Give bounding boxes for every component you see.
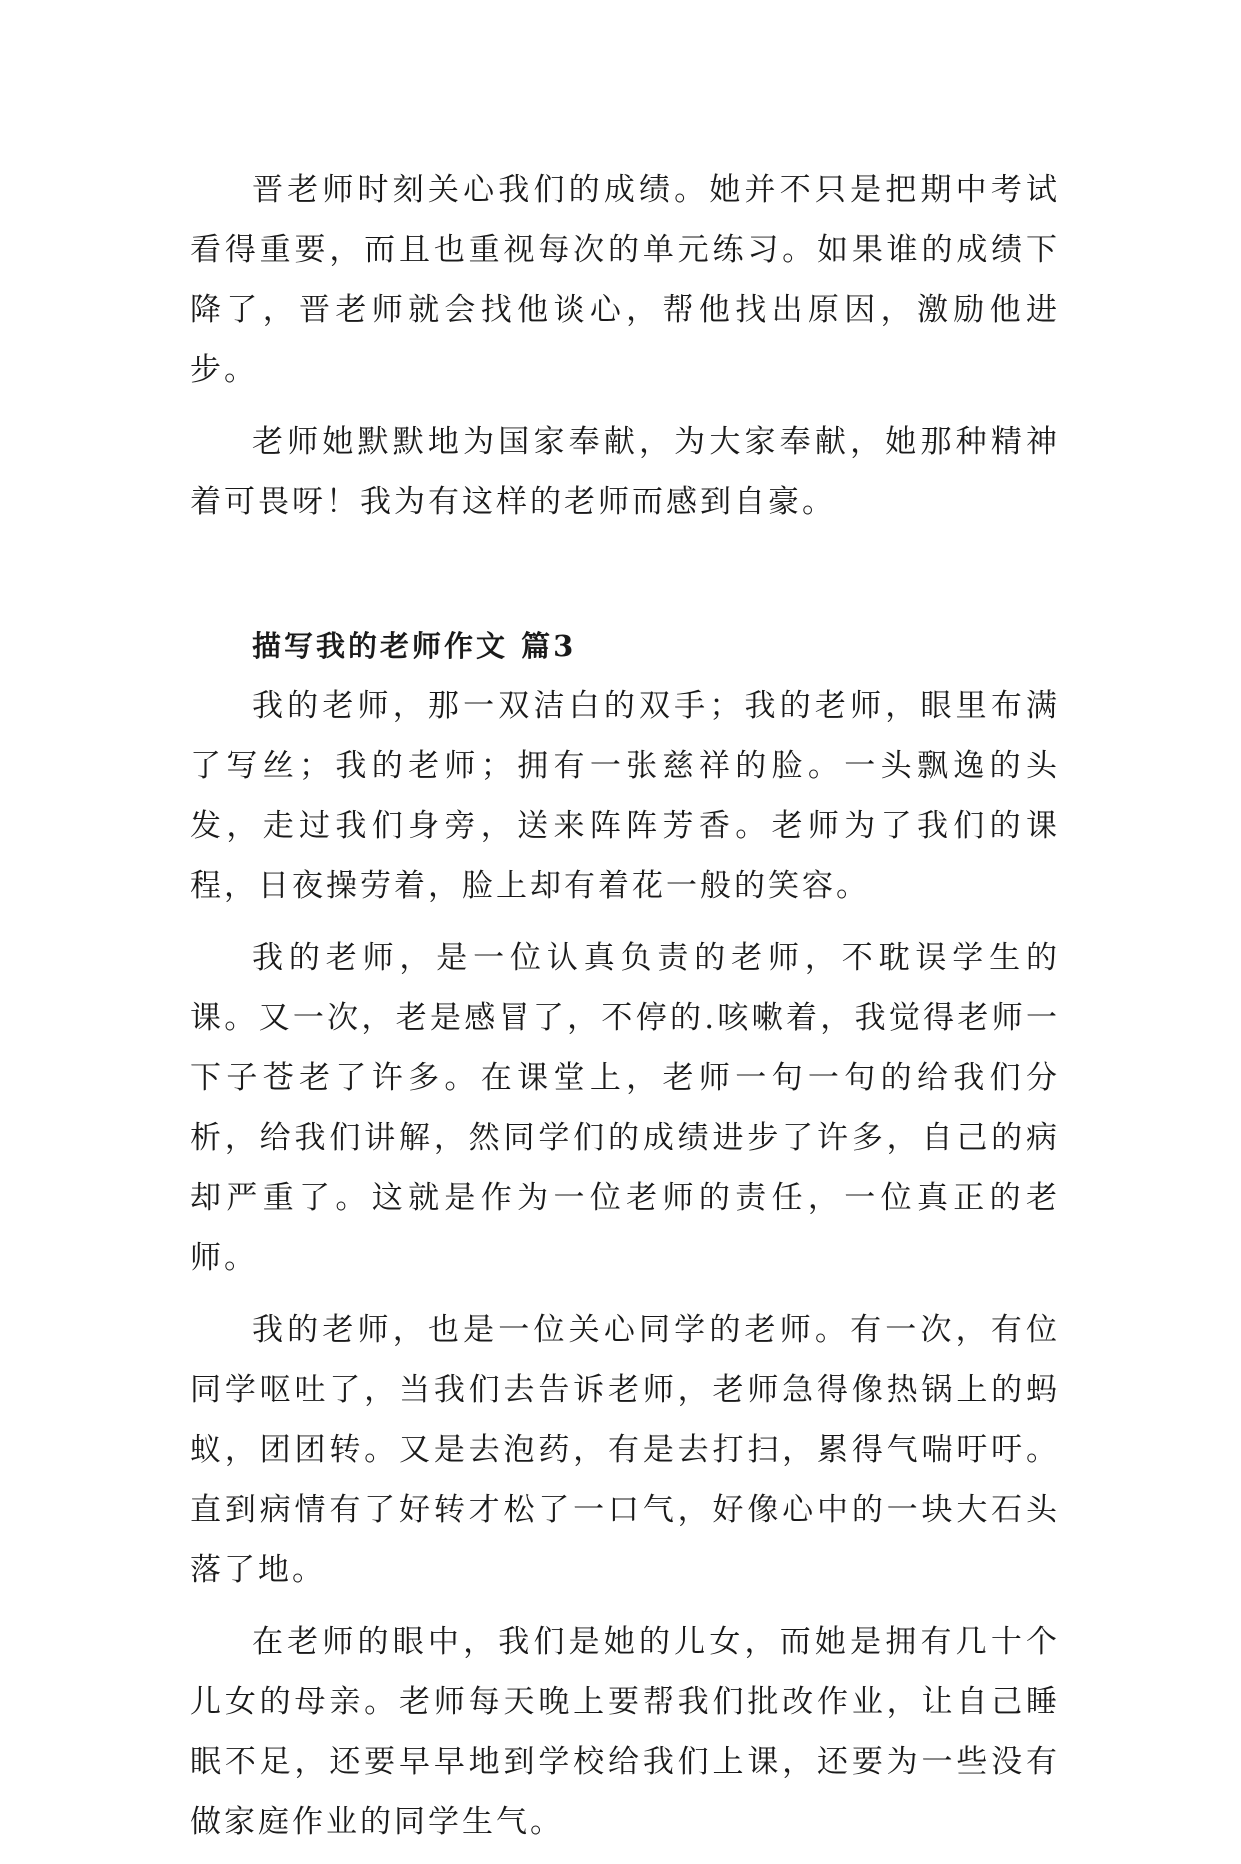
paragraph: 晋老师时刻关心我们的成绩。她并不只是把期中考试看得重要，而且也重视每次的单元练习。如果谁的成绩下降了，晋老师就会找他谈心，帮他找出原因，激励他进步。: [190, 172, 1060, 388]
paragraph: 我的老师，是一位认真负责的老师，不耽误学生的课。又一次，老是感冒了，不停的.咳嗽着，我觉得老师一下子苍老了许多。在课堂上，老师一句一句的给我们分析，给我们讲解，然同学们的成绩进步了许多，自己的病却严重了。这就是作为一位老师的责任，一位真正的老师。: [190, 940, 1060, 1276]
document-page: [190, 160, 1060, 1864]
paragraph: 我的老师，那一双洁白的双手；我的老师，眼里布满了写丝；我的老师；拥有一张慈祥的脸。一头飘逸的头发，走过我们身旁，送来阵阵芳香。老师为了我们的课程，日夜操劳着，脸上却有着花一般的笑容。: [190, 688, 1060, 904]
paragraph: 在老师的眼中，我们是她的儿女，而她是拥有几十个儿女的母亲。老师每天晚上要帮我们批改作业，让自己睡眠不足，还要早早地到学校给我们上课，还要为一些没有做家庭作业的同学生气。: [190, 1624, 1060, 1840]
section-heading: 描写我的老师作文 篇3: [252, 629, 577, 663]
paragraph: 我的老师，也是一位关心同学的老师。有一次，有位同学呕吐了，当我们去告诉老师，老师急得像热锅上的蚂蚁，团团转。又是去泡药，有是去打扫，累得气喘吁吁。直到病情有了好转才松了一口气，好像心中的一块大石头落了地。: [190, 1312, 1060, 1588]
paragraph: 老师她默默地为国家奉献，为大家奉献，她那种精神着可畏呀！我为有这样的老师而感到自豪。: [190, 424, 1060, 520]
